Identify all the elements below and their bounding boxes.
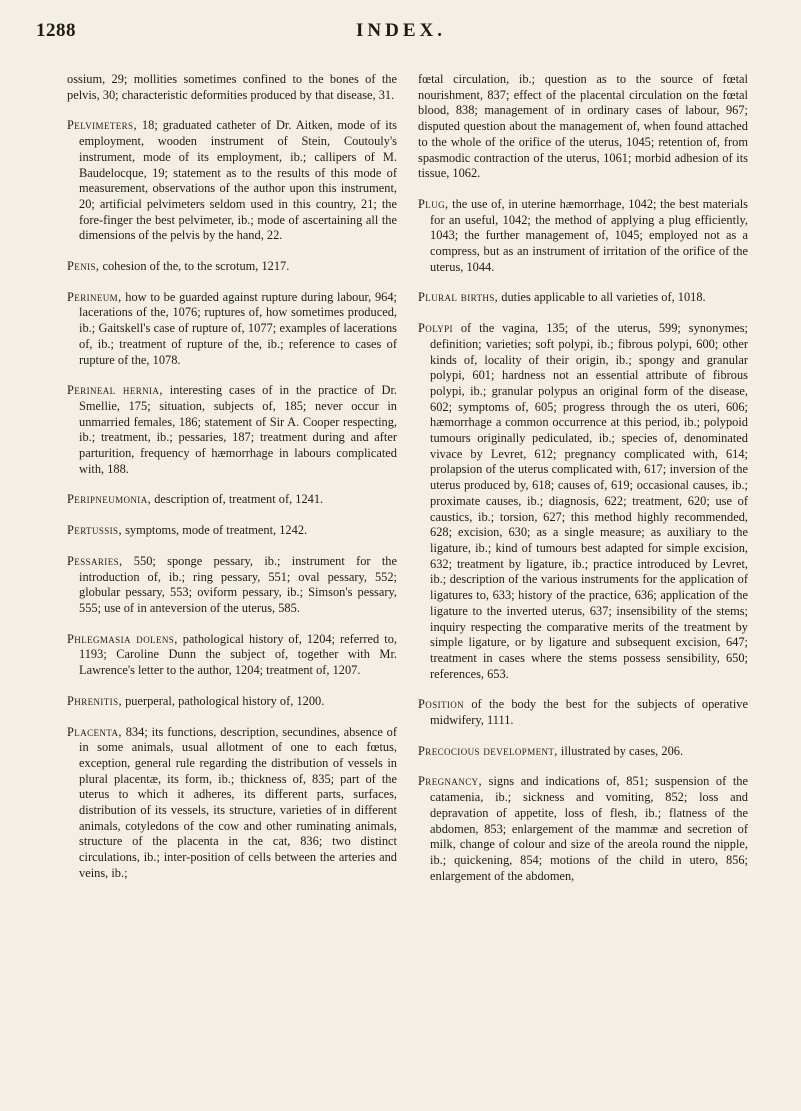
index-entry (67, 725, 397, 882)
page-number: 1288 (36, 20, 76, 41)
entry-headword: Pertussis, (67, 523, 122, 538)
right-column (418, 72, 748, 899)
entry-headword: Phrenitis, (67, 693, 122, 708)
entry-text: description of, treatment of, 1241. (151, 492, 324, 507)
entry-headword: Plural births, (418, 290, 499, 305)
entry-text: of the body the best for the subjects of operative midwifery, 1111. (430, 697, 748, 728)
entry-text: symptoms, mode of treatment, 1242. (121, 523, 308, 538)
entry-text: pathological history of, 1204; referred to, 1193; Caroline Dunn the subject of, together with Mr. Lawrence's letter to the author, 1204; treatment of, 1207. (79, 631, 397, 678)
entry-headword: Plug, (418, 196, 449, 211)
entry-headword: Placenta, (67, 724, 122, 739)
entry-text: the use of, in uterine hæmorrhage, 1042; the best materials for an useful, 1042; the method of applying a plug efficiently, 1043; the further management of, 1045; employed not as a compress, but as an instrument of irritation of the orifice of the uterus, 1044. (430, 196, 748, 274)
index-entry (67, 632, 397, 679)
index-entry (418, 321, 748, 682)
entry-headword: Pelvimeters, (67, 118, 137, 133)
entry-headword: Perineum, (67, 289, 122, 304)
entry-text: 550; sponge pessary, ib.; instrument for the introduction of, ib.; ring pessary, 551; oval pessary, 552; globular pessary, 553; oviform pessary, ib.; Simson's pessary, 555; use of in anteversion of the uterus, 585. (79, 553, 397, 615)
entry-headword: Pessaries, (67, 553, 123, 568)
index-entry (418, 72, 748, 182)
entry-text: of the vagina, 135; of the uterus, 599; synonymes; definition; varieties; soft polypi, ib.; fibrous polypi, 600; other kinds of, locality of their origin, ib.; spongy and granular polypi, 601; hardness not an essential attribute of fibrous polypi, ib.; granular polypus an original form of the disease, 602; symptoms of, 605; progress through the os uteri, 606; hæmorrhage a common occurrence at this period, ib.; polypoid tumours originally pediculated, ib.; species of, denominated vivace by Levret, 612; pregnancy complicated with, 614; prolapsion of the uterus complicated with, 617; inversion of the uterus produced by, 618; causes of, 619; occasional causes, ib.; proximate causes, ib.; diagnosis, 622; treatment, 620; use of caustics, ib.; torsion, 627; this method highly recommended, 628; excision, 630; as a single measure; as auxiliary to the ligature, ib.; kind of tumours best adapted for simple excision, 632; treatment by ligature, ib.; practice introduced by Levret, ib.; description of the various instruments for the application of ligatures to, 633; history of the practice, 636; application of the ligature to the inverted uterus, 637; insensibility of the stems; inquiry respecting the comparative merits of the treatment by simple ligature, or by ligature and subsequent excision, 647; treatment in cases where the stems possess sensibility, 650; references, 653. (430, 321, 748, 681)
index-entry (67, 492, 397, 508)
running-head: INDEX. (356, 20, 446, 41)
entry-text: duties applicable to all varieties of, 1018. (498, 290, 706, 305)
entry-headword: Position (418, 697, 465, 712)
entry-headword: Precocious development, (418, 743, 558, 758)
entry-headword: Phlegmasia dolens, (67, 631, 178, 646)
entry-headword: Pregnancy, (418, 774, 482, 789)
index-entry (67, 383, 397, 477)
entry-headword: Perineal hernia, (67, 383, 163, 398)
index-entry (418, 197, 748, 276)
entry-text: cohesion of the, to the scrotum, 1217. (99, 259, 290, 274)
index-entry (418, 697, 748, 728)
index-entry (67, 290, 397, 369)
index-entry (67, 259, 397, 275)
index-entry (67, 72, 397, 103)
left-column (67, 72, 397, 897)
entry-text: ossium, 29; mollities sometimes confined to the bones of the pelvis, 30; characteristic deformities produced by that disease, 31. (67, 72, 397, 102)
entry-text: 834; its functions, description, secundines, absence of in some animals, usual allotment of one to each fœtus, exception, general rule regarding the distribution of vessels in plural placentæ, its form, ib.; thickness of, 835; part of the uterus to which it adheres, its different parts, surfaces, distribution of its vessels, its structure, varieties of in different animals, cotyledons of the cow and other ruminating animals, structure of the placenta in the cat, 836; two distinct circulations, ib.; inter-position of cells between the arteries and veins, ib.; (79, 724, 397, 880)
index-entry (418, 774, 748, 884)
entry-text: signs and indications of, 851; suspension of the catamenia, ib.; sickness and vomiting, 852; loss and depravation of appetite, loss of flesh, ib.; flatness of the abdomen, 853; enlargement of the mammæ and secretion of milk, change of colour and size of the areola round the nipple, ib.; quickening, 854; motions of the child in utero, 856; enlargement of the abdomen, (430, 774, 748, 883)
entry-text: 18; graduated catheter of Dr. Aitken, mode of its employment, wooden instrument of Stein, Coutouly's instrument, mode of its employment, ib.; callipers of M. Baudelocque, 19; statement as to the results of this mode of measurement, observations of the author upon this instrument, 20; artificial pelvimeters seldom used in this country, 21; the fore-finger the best pelvimeter, ib.; mode of ascertaining all the dimensions of the pelvis by the hand, 22. (79, 118, 397, 243)
entry-headword: Penis, (67, 259, 100, 274)
entry-text: illustrated by cases, 206. (557, 743, 684, 758)
index-entry (418, 290, 748, 306)
entry-text: how to be guarded against rupture during labour, 964; lacerations of the, 1076; ruptures of, how sometimes produced, ib.; Gaitskell's case of rupture of, 1077; examples of lacerations of, ib.; treatment of rupture of the, ib.; reference to cases of rupture of the, 1078. (79, 289, 397, 367)
page-header (36, 20, 766, 48)
index-entry (67, 118, 397, 244)
index-entry (67, 554, 397, 617)
index-entry (67, 523, 397, 539)
entry-headword: Polypi (418, 321, 453, 336)
entry-text: interesting cases of in the practice of Dr. Smellie, 175; situation, subjects of, 185; never occur in unmarried females, 186; statement of Sir A. Cooper respecting, ib.; treatment, ib.; pessaries, 187; treatment during and after parturition, frequency of hæmorrhage in labours complicated with, 188. (79, 383, 397, 476)
entry-text: fœtal circulation, ib.; question as to the source of fœtal nourishment, 837; effect of the placental circulation on the fœtal blood, 838; management of in ordinary cases of labour, 967; disputed question about the management of, when found attached to the whole of the orifice of the uterus, 1045; retention of, from spasmodic contraction of the uterus, 1061; morbid adhesion of its tissue, 1062. (418, 72, 748, 181)
index-entry (67, 694, 397, 710)
entry-headword: Peripneumonia, (67, 492, 152, 507)
index-entry (418, 744, 748, 760)
entry-text: puerperal, pathological history of, 1200. (122, 693, 325, 708)
